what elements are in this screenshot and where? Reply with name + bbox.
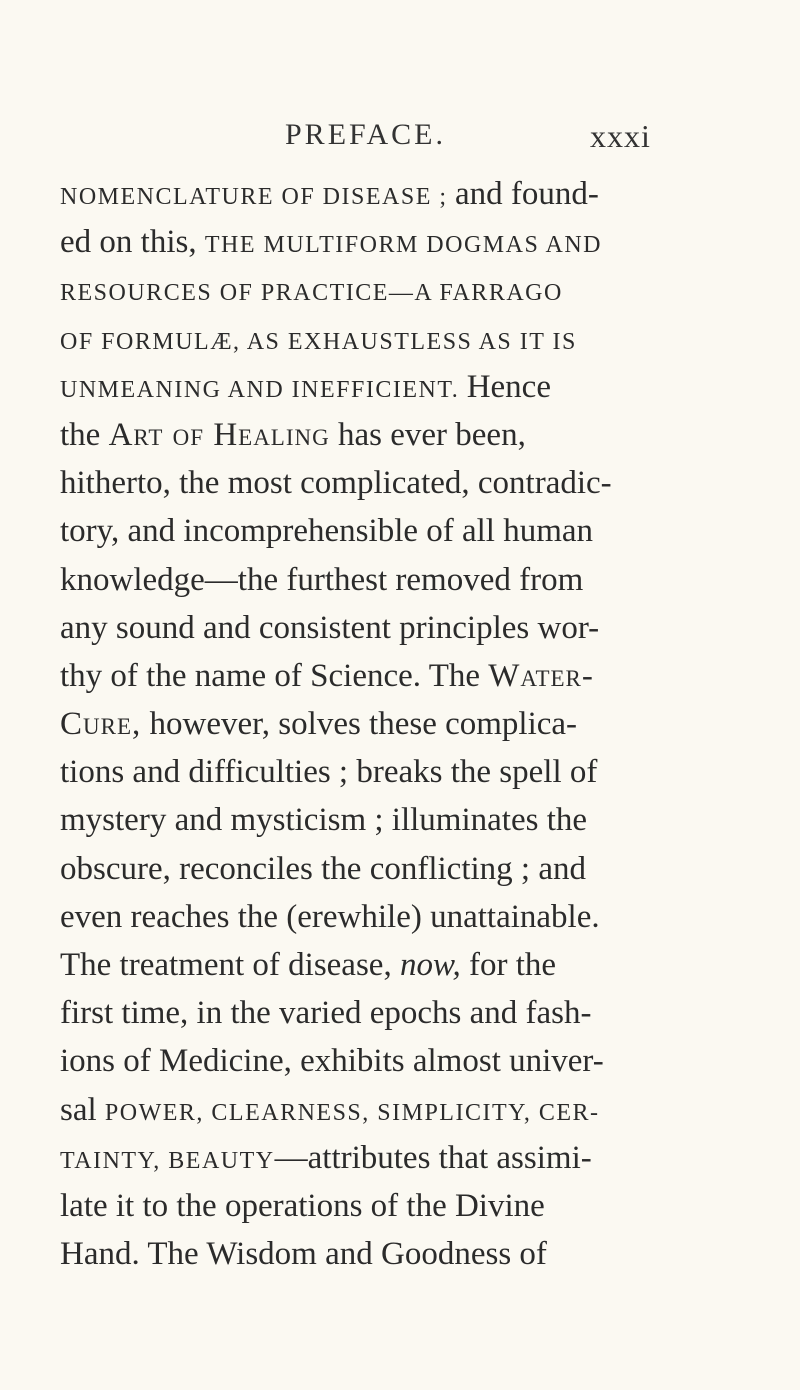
text-segment: Cure, [60,706,142,743]
text-segment: has ever been, [329,416,526,453]
text-segment: Art of Healing [108,416,330,453]
text-line [60,1037,760,1085]
text-segment: first time, in the varied epochs and fash- [60,995,592,1032]
text-line [60,652,760,700]
text-segment: UNMEANING AND INEFFICIENT. [60,376,467,403]
text-segment: tions and difficulties ; breaks the spell of [60,754,598,791]
text-segment: ed on this, [60,224,205,261]
text-segment: sal [60,1091,105,1128]
text-line [60,315,760,363]
text-segment: knowledge—the furthest removed from [60,561,584,598]
text-line [60,507,760,555]
text-line [60,1086,760,1134]
text-line [60,218,760,266]
page-number: xxxi [590,118,651,154]
text-segment: however, solves these complica- [141,706,578,743]
text-segment: mystery and mysticism ; illuminates the [60,802,588,839]
text-line [60,941,760,989]
text-segment: TAINTY, BEAUTY [60,1147,275,1174]
text-segment: ions of Medicine, exhibits almost univer- [60,1043,604,1080]
text-line [60,1182,760,1230]
text-segment: THE MULTIFORM DOGMAS AND [204,232,602,259]
text-line [60,845,760,893]
text-segment: thy of the name of Science. The [60,657,489,694]
text-line [60,748,760,796]
text-segment: POWER, CLEARNESS, SIMPLICITY, CER- [104,1099,600,1126]
text-segment: late it to the operations of the Divine [60,1187,545,1224]
text-segment: for the [460,947,557,983]
text-segment: now, [399,947,461,983]
text-segment: Hence [466,368,551,405]
text-line [60,1134,760,1182]
text-line [60,700,760,748]
text-line [60,363,760,411]
page-header [0,118,800,158]
text-segment: Hand. The Wisdom and Goodness of [60,1236,547,1273]
text-segment: The treatment of disease, [60,947,400,983]
text-segment: even reaches the (erewhile) unattainable. [60,898,600,935]
text-line [60,170,760,218]
text-line [60,989,760,1037]
text-line [60,411,760,459]
text-line [60,796,760,844]
text-segment: the [60,416,109,453]
text-segment: tory, and incomprehensible of all human [60,513,594,550]
text-line [60,1230,760,1278]
text-line [60,893,760,941]
text-segment: hitherto, the most complicated, contradic- [60,465,612,502]
text-line [60,266,760,314]
text-line [60,556,760,604]
body-text [60,170,760,1278]
text-line [60,459,760,507]
text-segment: OF FORMULÆ, AS EXHAUSTLESS AS IT IS [60,328,577,355]
text-line [60,604,760,652]
text-segment: obscure, reconciles the conflicting ; and [60,850,586,887]
text-segment: RESOURCES OF PRACTICE—A FARRAGO [60,280,563,307]
text-segment: —attributes that assimi- [274,1139,592,1176]
text-segment: any sound and consistent principles wor- [60,609,600,646]
text-segment: Water- [488,657,594,694]
text-segment: NOMENCLATURE OF DISEASE ; [60,184,456,210]
running-head: PREFACE. [285,118,446,151]
text-segment: and found- [455,176,599,212]
